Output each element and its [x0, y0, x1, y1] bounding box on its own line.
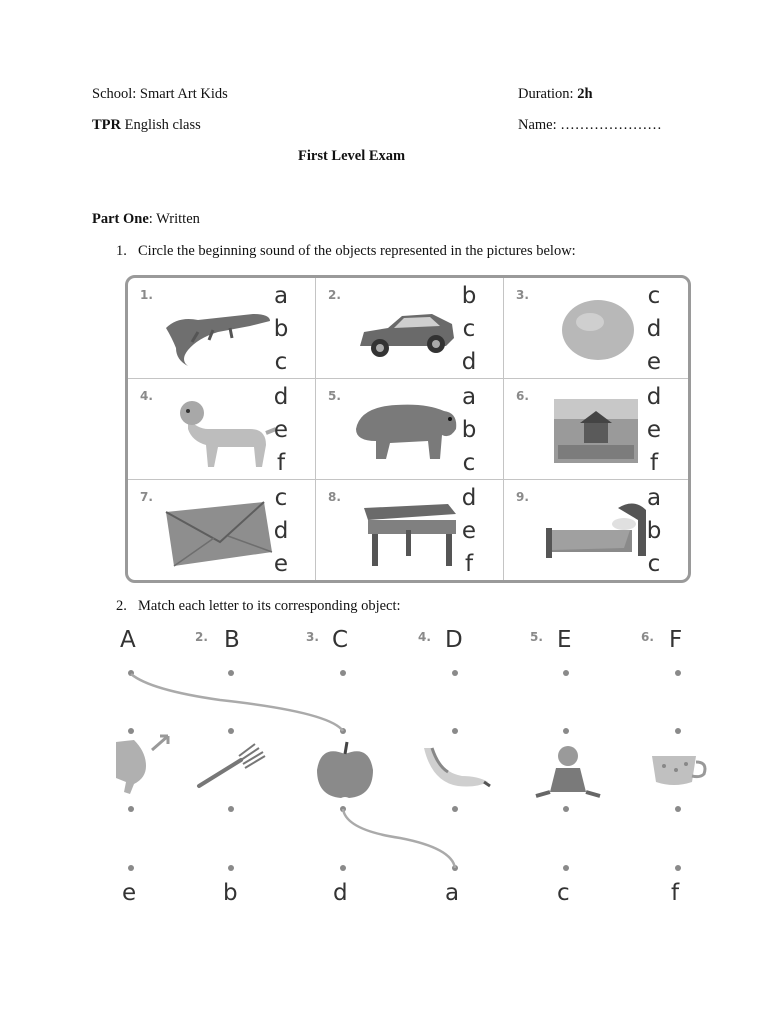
letter-option[interactable]: f — [276, 450, 286, 476]
q1-text: Circle the beginning sound of the objects represented in the pictures below: — [138, 243, 576, 259]
letter-option[interactable]: e — [273, 551, 289, 577]
letter-option[interactable]: a — [461, 384, 477, 410]
letter-option[interactable]: d — [461, 349, 477, 375]
letter-option[interactable]: f — [464, 551, 474, 577]
grid-cell-4 — [128, 379, 316, 480]
letter-options — [261, 280, 301, 379]
capital-number: 5. — [530, 630, 543, 644]
cell-number: 1. — [140, 288, 153, 302]
match-dot[interactable] — [128, 806, 134, 812]
bear-icon — [346, 389, 466, 471]
grid-cell-2 — [316, 278, 504, 379]
car-icon — [346, 288, 466, 370]
match-dot[interactable] — [228, 806, 234, 812]
letter-option[interactable]: e — [646, 417, 662, 443]
match-dot[interactable] — [128, 865, 134, 871]
match-dot[interactable] — [228, 728, 234, 734]
duration-value: 2h — [577, 86, 593, 102]
desk-icon — [346, 490, 466, 572]
cell-number: 3. — [516, 288, 529, 302]
fork-icon — [193, 742, 273, 812]
cell-number: 6. — [516, 389, 529, 403]
letter-option[interactable]: e — [646, 349, 662, 375]
part-one-heading — [92, 211, 200, 228]
cup-icon — [640, 742, 720, 812]
letter-options — [634, 482, 674, 581]
letter-option[interactable]: c — [274, 349, 288, 375]
letter-options — [449, 280, 489, 379]
class-bold: TPR — [92, 117, 121, 133]
banana-icon — [418, 742, 498, 812]
letter-option[interactable]: d — [273, 518, 289, 544]
match-dot[interactable] — [340, 728, 346, 734]
match-dot[interactable] — [452, 670, 458, 676]
letter-option[interactable]: c — [647, 283, 661, 309]
grid-cell-6 — [504, 379, 688, 480]
lowercase-letter: a — [445, 880, 460, 906]
match-dot[interactable] — [452, 806, 458, 812]
letter-options — [261, 381, 301, 480]
letter-options — [449, 381, 489, 480]
match-dot[interactable] — [228, 670, 234, 676]
cell-number: 8. — [328, 490, 341, 504]
class-line — [92, 117, 201, 134]
match-dot[interactable] — [563, 865, 569, 871]
letter-options — [634, 381, 674, 480]
letter-options — [634, 280, 674, 379]
match-dot[interactable] — [675, 806, 681, 812]
match-dot[interactable] — [452, 728, 458, 734]
capital-number: 6. — [641, 630, 654, 644]
capital-letter-a: A — [120, 627, 136, 653]
grid-cell-7 — [128, 480, 316, 580]
capital-number: 2. — [195, 630, 208, 644]
letter-option[interactable]: b — [273, 316, 289, 342]
picture-grid — [125, 275, 691, 583]
school-name: School: Smart Art Kids — [92, 86, 228, 102]
lowercase-letter: f — [671, 880, 680, 906]
grid-cell-5 — [316, 379, 504, 480]
letter-option[interactable]: a — [646, 485, 662, 511]
part-one-rest: : Written — [148, 211, 200, 227]
letter-option[interactable]: d — [273, 384, 289, 410]
cell-number: 4. — [140, 389, 153, 403]
match-dot[interactable] — [128, 670, 134, 676]
cell-number: 9. — [516, 490, 529, 504]
arm-icon — [112, 732, 192, 802]
capital-number: 3. — [306, 630, 319, 644]
crocodile-icon — [158, 288, 278, 370]
letter-option[interactable]: c — [274, 485, 288, 511]
match-dot[interactable] — [340, 865, 346, 871]
q1-number: 1. — [116, 243, 127, 259]
letter-option[interactable]: e — [273, 417, 289, 443]
grid-cell-9 — [504, 480, 688, 580]
page-title: First Level Exam — [298, 148, 406, 164]
duration-label: Duration: — [518, 86, 578, 102]
match-dot[interactable] — [563, 806, 569, 812]
match-dot[interactable] — [563, 670, 569, 676]
match-dot[interactable] — [675, 728, 681, 734]
letter-options — [449, 482, 489, 581]
letter-option[interactable]: b — [461, 283, 477, 309]
match-dot[interactable] — [563, 728, 569, 734]
letter-option[interactable]: d — [646, 384, 662, 410]
letter-option[interactable]: e — [461, 518, 477, 544]
cell-number: 2. — [328, 288, 341, 302]
capital-number: 4. — [418, 630, 431, 644]
match-dot[interactable] — [228, 865, 234, 871]
match-dot[interactable] — [452, 865, 458, 871]
capital-letter-b: B — [224, 627, 240, 653]
letter-option[interactable]: c — [647, 551, 661, 577]
letter-option[interactable]: b — [646, 518, 662, 544]
letter-option[interactable]: d — [646, 316, 662, 342]
capital-letter-c: C — [332, 627, 349, 653]
lowercase-letter: e — [122, 880, 137, 906]
capital-letter-f: F — [669, 627, 683, 653]
duration — [518, 86, 593, 103]
letter-option[interactable]: f — [649, 450, 659, 476]
capital-letter-d: D — [445, 627, 463, 653]
name-field: Name: ………………… — [518, 117, 662, 133]
letter-option[interactable]: c — [462, 450, 476, 476]
letter-option[interactable]: c — [462, 316, 476, 342]
cell-number: 7. — [140, 490, 153, 504]
grid-cell-3 — [504, 278, 688, 379]
q2-text: Match each letter to its corresponding object: — [138, 598, 401, 614]
lowercase-letter: c — [557, 880, 570, 906]
capital-letter-e: E — [557, 627, 572, 653]
letter-option[interactable]: b — [461, 417, 477, 443]
lowercase-letter: d — [333, 880, 348, 906]
letter-option[interactable]: a — [273, 283, 289, 309]
apple-icon — [305, 738, 385, 808]
dog-icon — [158, 389, 278, 471]
doll-icon — [530, 738, 610, 808]
grid-cell-8 — [316, 480, 504, 580]
match-dot[interactable] — [675, 865, 681, 871]
q2-number: 2. — [116, 598, 127, 614]
match-dot[interactable] — [675, 670, 681, 676]
letter-options — [261, 482, 301, 581]
match-dot[interactable] — [340, 806, 346, 812]
letter-option[interactable]: d — [461, 485, 477, 511]
cell-number: 5. — [328, 389, 341, 403]
envelope-icon — [158, 490, 278, 572]
lowercase-letter: b — [223, 880, 238, 906]
grid-cell-1 — [128, 278, 316, 379]
class-rest: English class — [121, 117, 201, 133]
match-dot[interactable] — [340, 670, 346, 676]
part-one-label: Part One — [92, 211, 149, 227]
